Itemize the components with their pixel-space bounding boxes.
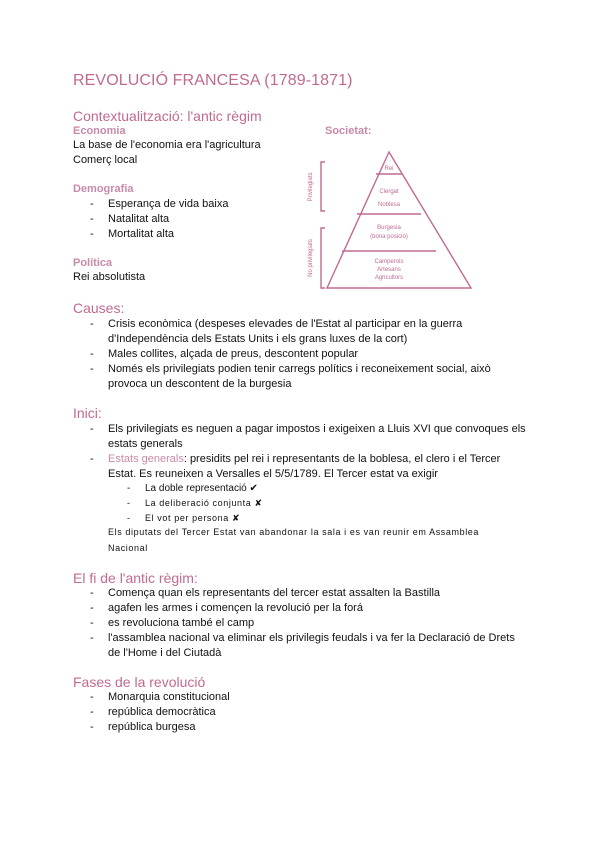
unprivileged-label: No privilegiats bbox=[308, 239, 314, 277]
economy-text bbox=[73, 138, 261, 168]
list-item: - La deliberació conjunta ✘ bbox=[127, 496, 263, 511]
estats-generals-label: Estats generals bbox=[108, 453, 184, 465]
fi-heading: El fi de l'antic règim: bbox=[73, 570, 198, 586]
list-item: - La doble representació ✔ bbox=[127, 481, 263, 496]
list-item: - es revoluciona també el camp bbox=[90, 616, 530, 631]
politics-heading: Política bbox=[73, 257, 113, 269]
list-item: - Els privilegiats es neguen a pagar impostos i exigeixen a Lluis XVI que convoques els estats generals bbox=[90, 422, 530, 452]
list-item bbox=[90, 452, 530, 482]
list-item: - Esperança de vida baixa bbox=[90, 197, 228, 212]
causes-list bbox=[90, 317, 530, 392]
privileged-bracket bbox=[321, 162, 325, 211]
demography-heading: Demografia bbox=[73, 183, 134, 195]
pyramid-level-label: Camperols bbox=[374, 259, 404, 265]
privileged-label: Privilegiats bbox=[308, 172, 314, 202]
list-item: - l'assamblea nacional va eliminar els privilegis feudals i va fer la Declaració de Drets de l'Home i del Ciutadà bbox=[90, 631, 530, 661]
economy-line: La base de l'economia era l'agricultura bbox=[73, 139, 261, 151]
unprivileged-bracket bbox=[321, 228, 325, 288]
fi-list bbox=[90, 586, 530, 661]
list-item: - república democràtica bbox=[90, 705, 230, 720]
society-heading: Societat: bbox=[325, 125, 372, 137]
pyramid-level-label: Clergat bbox=[379, 189, 399, 195]
pyramid-level-label: Burgesia bbox=[377, 225, 401, 231]
list-item: - Només els privilegiats podien tenir carregs polítics i reconeixement social, això provoca un descontent de la burgesia bbox=[90, 362, 530, 392]
list-item: - agafen les armes i començen la revolució per la forá bbox=[90, 601, 530, 616]
inici-note: Els diputats del Tercer Estat van abandonar la sala i es van reunir em Assamblea Nacional bbox=[108, 527, 480, 553]
list-item: - Comença quan els representants del tercer estat assalten la Bastilla bbox=[90, 586, 530, 601]
inici-heading: Inici: bbox=[73, 405, 102, 421]
estats-generals-text: : presidits pel rei i representants de la boblesa, el clero i el Tercer Estat. Es reuneixen a Versalles el 5/5/1789. El Tercer estat va exigir bbox=[108, 453, 501, 480]
pyramid-level-label: Artesans bbox=[377, 267, 401, 273]
society-pyramid bbox=[298, 148, 482, 294]
pyramid-level-label: Rei bbox=[384, 166, 394, 172]
pyramid-level-label: Agricultors bbox=[374, 275, 404, 281]
list-item: - Males collites, alçada de preus, descontent popular bbox=[90, 347, 530, 362]
fases-heading: Fases de la revolució bbox=[73, 674, 206, 690]
inici-sublist bbox=[127, 481, 263, 526]
economy-line: Comerç local bbox=[73, 154, 138, 166]
economy-heading: Economia bbox=[73, 125, 126, 137]
politics-text: Rei absolutista bbox=[73, 271, 146, 283]
list-item: - Natalitat alta bbox=[90, 212, 228, 227]
list-item: - Monarquia constitucional bbox=[90, 690, 230, 705]
pyramid-level-label: (bona posició) bbox=[370, 234, 408, 240]
page-title: REVOLUCIÓ FRANCESA (1789-1871) bbox=[73, 72, 353, 89]
pyramid-level-label: Noblesa bbox=[377, 202, 401, 208]
list-item: - El vot per persona ✘ bbox=[127, 511, 263, 526]
inici-list bbox=[90, 422, 530, 482]
fases-list bbox=[90, 690, 230, 735]
list-item: - república burgesa bbox=[90, 720, 230, 735]
context-heading: Contextualització: l'antic règim bbox=[73, 108, 262, 124]
demography-list bbox=[90, 197, 228, 242]
list-item: - Crisis econòmica (despeses elevades de l'Estat al participar en la guerra d'Independència dels Estats Units i els grans luxes de la cort) bbox=[90, 317, 530, 347]
list-item: - Mortalitat alta bbox=[90, 227, 228, 242]
causes-heading: Causes: bbox=[73, 300, 125, 316]
